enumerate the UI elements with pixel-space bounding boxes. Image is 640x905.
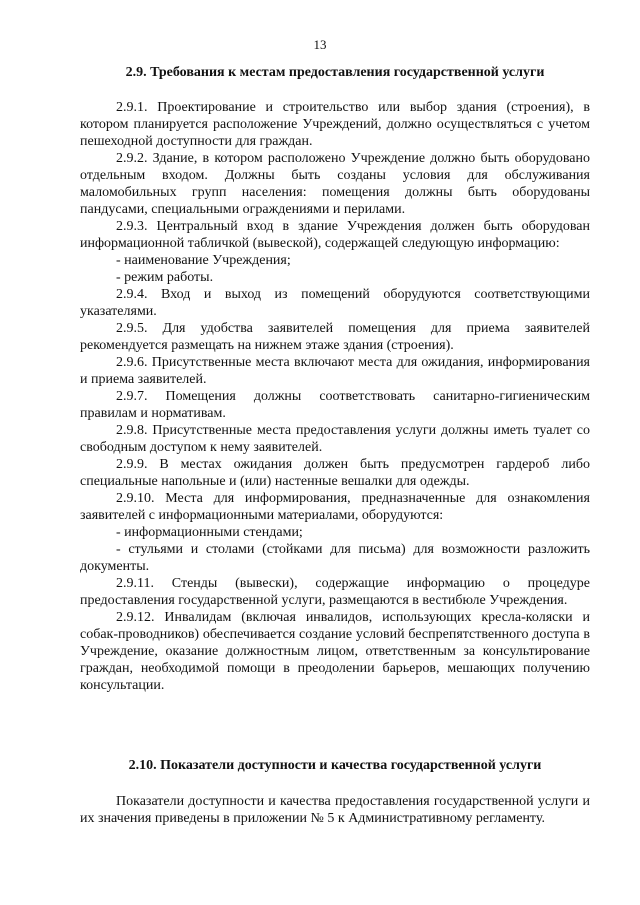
- paragraph-2-9-1: 2.9.1. Проектирование и строительство или выбор здания (строения), в котором планируется расположение Учреждений, должно осуществляться с учетом пешеходной доступности для граждан.: [80, 100, 590, 149]
- section-2-10-heading: 2.10. Показатели доступности и качества государственной услуги: [128, 758, 542, 773]
- paragraph-2-9-8: 2.9.8. Присутственные места предоставления услуги должны иметь туалет со свободным доступом к нему заявителей.: [80, 423, 590, 455]
- paragraph-2-9-2: 2.9.2. Здание, в котором расположено Учреждение должно быть оборудовано отдельным входом. Должны быть созданы условия для обслуживания маломобильных групп населения: помещения должны быть оборудованы пандусами, специальными ограждениями и перилами.: [80, 151, 590, 217]
- section-2-9-body: [80, 99, 590, 694]
- paragraph-2-9-9: 2.9.9. В местах ожидания должен быть предусмотрен гардероб либо специальные напольные и (или) настенные вешалки для одежды.: [80, 457, 590, 489]
- paragraph-2-9-4: 2.9.4. Вход и выход из помещений оборудуются соответствующими указателями.: [80, 287, 590, 319]
- paragraph-2-9-3: 2.9.3. Центральный вход в здание Учреждения должен быть оборудован информационной табличкой (вывеской), содержащей следующую информацию:: [80, 219, 590, 251]
- section-2-10-body: [80, 793, 590, 827]
- paragraph-2-9-11: 2.9.11. Стенды (вывески), содержащие информацию о процедуре предоставления государственной услуги, размещаются в вестибюле Учреждения.: [80, 576, 590, 608]
- paragraph-2-9-6: 2.9.6. Присутственные места включают места для ожидания, информирования и приема заявителей.: [80, 355, 590, 387]
- paragraph-2-9-5: 2.9.5. Для удобства заявителей помещения для приема заявителей рекомендуется размещать на нижнем этаже здания (строения).: [80, 321, 590, 353]
- list-item-chairs-tables: - стульями и столами (стойками для письма) для возможности разложить документы.: [80, 542, 590, 574]
- section-2-9-heading: 2.9. Требования к местам предоставления государственной услуги: [125, 65, 545, 80]
- list-item-working-hours: - режим работы.: [116, 270, 214, 285]
- paragraph-2-9-10: 2.9.10. Места для информирования, предназначенные для ознакомления заявителей с информационными материалами, оборудуются:: [80, 491, 590, 523]
- list-item-info-stands: - информационными стендами;: [116, 525, 303, 540]
- list-item-institution-name: - наименование Учреждения;: [116, 253, 291, 268]
- paragraph-2-9-12: 2.9.12. Инвалидам (включая инвалидов, использующих кресла-коляски и собак-проводников) обеспечивается создание условий беспрепятственного доступа в Учреждение, оказание должностным лицом, ответственным за консультирование граждан, необходимой помощи в преодолении барьеров, мешающих получению консультации.: [80, 610, 590, 693]
- paragraph-2-9-7: 2.9.7. Помещения должны соответствовать санитарно-гигиеническим правилам и нормативам.: [80, 389, 590, 421]
- paragraph-2-10: Показатели доступности и качества предоставления государственной услуги и их значения приведены в приложении № 5 к Административному регламенту.: [80, 794, 590, 826]
- page-number: 13: [313, 37, 327, 52]
